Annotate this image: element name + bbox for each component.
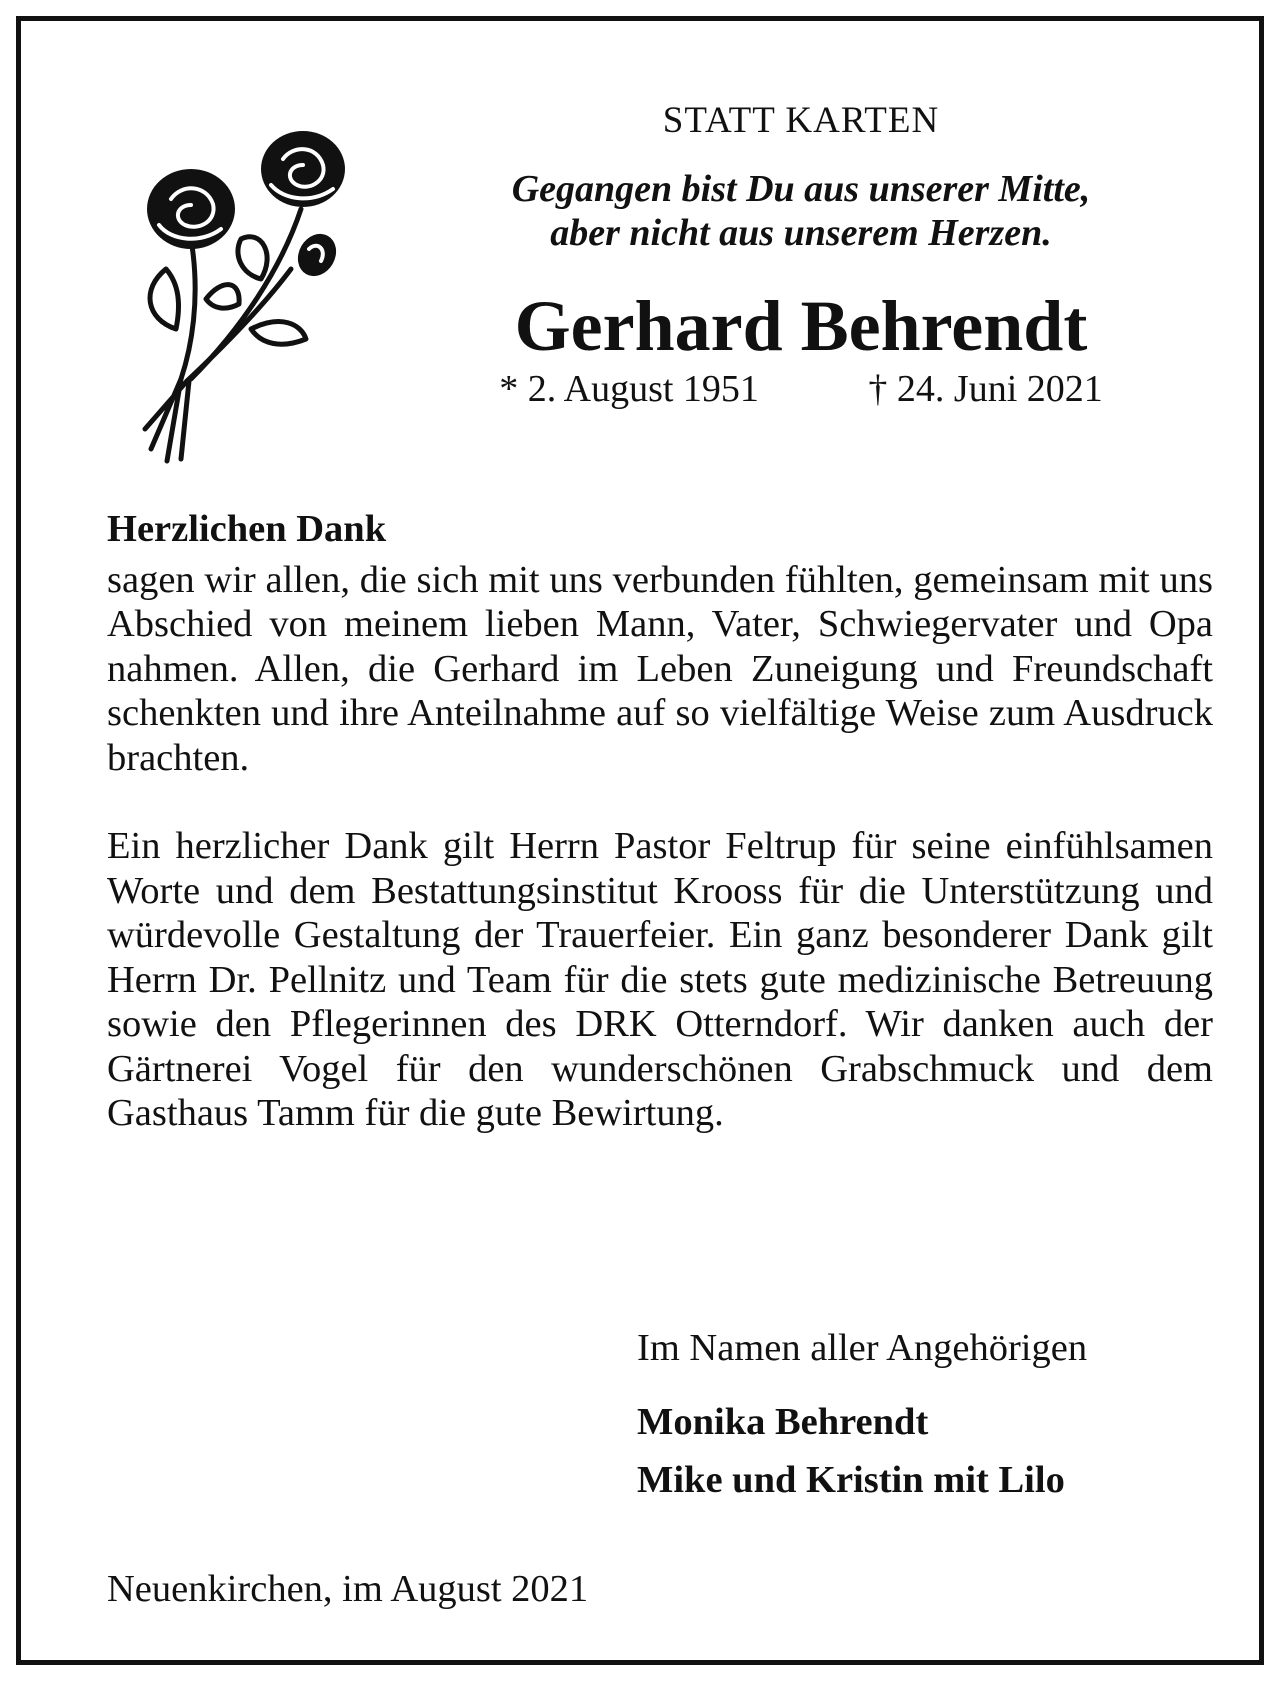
motto-line-1: Gegangen bist Du aus unserer Mitte, <box>511 168 1091 210</box>
thanks-body <box>107 507 1213 1136</box>
roses-icon <box>121 129 381 469</box>
thanks-heading: Herzlichen Dank <box>107 508 387 550</box>
life-dates <box>421 367 1181 411</box>
statt-karten-label: STATT KARTEN <box>662 100 940 141</box>
motto <box>421 167 1181 255</box>
deceased-name: Gerhard Behrendt <box>514 286 1088 366</box>
signer-1: Monika Behrendt <box>637 1401 929 1443</box>
thanks-paragraph-1: sagen wir allen, die sich mit uns verbunden fühlten, gemeinsam mit uns Abschied von meinem lieben Mann, Vater, Schwiegervater und Opa nahmen. Allen, die Gerhard im Leben Zuneigung und Freundschaft schenkten und ihre Anteilnahme auf so vielfältige Weise zum Ausdruck brachten. <box>107 558 1213 779</box>
death-date: † 24. Juni 2021 <box>868 368 1103 410</box>
birth-date: * 2. August 1951 <box>499 368 759 410</box>
signoff-line: Im Namen aller Angehörigen <box>637 1327 1088 1369</box>
signature-block <box>637 1326 1217 1502</box>
signer-2: Mike und Kristin mit Lilo <box>637 1459 1065 1501</box>
thanks-paragraph-2: Ein herzlicher Dank gilt Herrn Pastor Feltrup für seine einfühlsamen Worte und dem Bestattungsinstitut Krooss für die Unterstützung und würdevolle Gestaltung der Trauerfeier. Ein ganz besonderer Dank gilt Herrn Dr. Pellnitz und Team für die stets gute medizinische Betreuung sowie den Pflegerinnen des DRK Otterndorf. Wir danken auch der Gärtnerei Vogel für den wunderschönen Grabschmuck und dem Gasthaus Tamm für die gute Bewirtung. <box>107 825 1213 1134</box>
notice-header <box>421 97 1181 411</box>
motto-line-2: aber nicht aus unserem Herzen. <box>550 212 1052 254</box>
obituary-notice <box>16 16 1264 1665</box>
place-date: Neuenkirchen, im August 2021 <box>107 1568 589 1610</box>
